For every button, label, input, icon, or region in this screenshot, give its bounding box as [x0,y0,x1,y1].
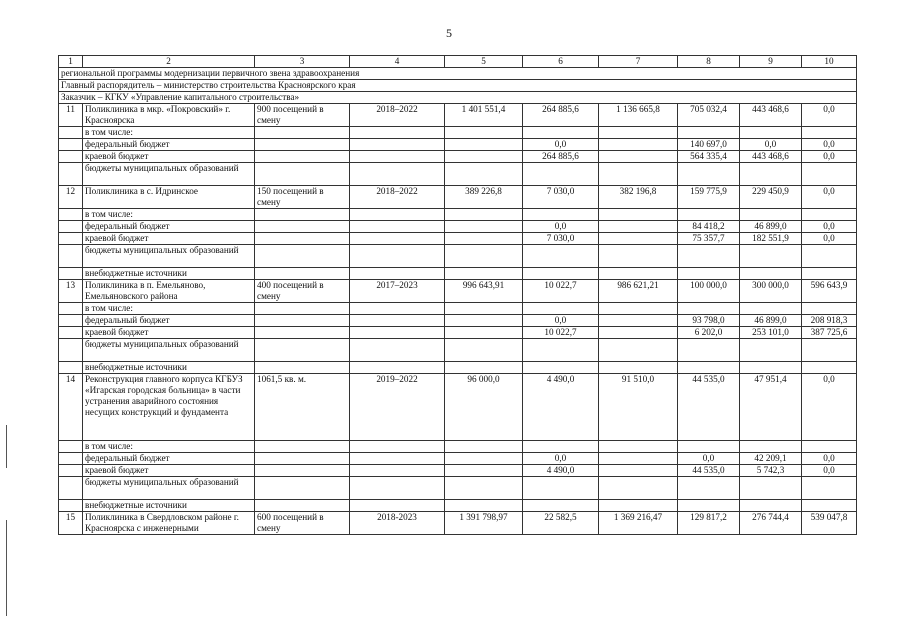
empty-cell [599,245,678,268]
object-period: 2018–2022 [350,104,445,127]
value-col9: 253 101,0 [740,327,802,339]
section-title: Заказчик – КГКУ «Управление капитального строительства» [59,92,857,104]
funding-source-row [59,500,857,512]
section-row [59,68,857,80]
empty-cell [350,441,445,453]
value-col9 [740,339,802,362]
total-cost: 389 226,8 [445,186,523,209]
funding-source-row [59,233,857,245]
object-capacity: 900 посещений в смену [255,104,350,127]
funding-source-row [59,139,857,151]
value-col6 [523,477,599,500]
value-col8 [678,441,740,453]
value-col10 [802,127,857,139]
object-period: 2017–2023 [350,280,445,303]
empty-cell [59,221,83,233]
value-col8: 159 775,9 [678,186,740,209]
empty-cell [255,362,350,374]
empty-cell [350,151,445,163]
empty-cell [350,245,445,268]
value-col8: 129 817,2 [678,512,740,535]
value-col8: 100 000,0 [678,280,740,303]
value-col8 [678,163,740,186]
empty-cell [255,209,350,221]
value-col10 [802,303,857,315]
empty-cell [255,339,350,362]
empty-cell [59,163,83,186]
empty-cell [59,233,83,245]
value-col8: 44 535,0 [678,374,740,441]
funding-source-row [59,477,857,500]
funding-source-row [59,453,857,465]
section-row [59,92,857,104]
value-col7: 382 196,8 [599,186,678,209]
value-col7: 1 136 665,8 [599,104,678,127]
empty-cell [255,441,350,453]
value-col8 [678,477,740,500]
empty-cell [599,221,678,233]
value-col9: 443 468,6 [740,104,802,127]
value-col10: 0,0 [802,139,857,151]
funding-source-row [59,127,857,139]
funding-source-label: федеральный бюджет [83,139,255,151]
row-number: 13 [59,280,83,303]
value-col10: 0,0 [802,104,857,127]
empty-cell [350,233,445,245]
header-cell-4: 4 [350,56,445,68]
object-period: 2019–2022 [350,374,445,441]
value-col10: 0,0 [802,465,857,477]
value-col6: 264 885,6 [523,151,599,163]
empty-cell [255,327,350,339]
value-col10 [802,362,857,374]
funding-source-row [59,465,857,477]
empty-cell [599,303,678,315]
header-cell-8: 8 [678,56,740,68]
empty-cell [350,268,445,280]
value-col8 [678,500,740,512]
empty-cell [59,245,83,268]
object-period: 2018–2022 [350,186,445,209]
row-number: 11 [59,104,83,127]
value-col7: 1 369 216,47 [599,512,678,535]
empty-cell [445,362,523,374]
empty-cell [59,303,83,315]
value-col10: 0,0 [802,453,857,465]
funding-source-row [59,441,857,453]
header-cell-7: 7 [599,56,678,68]
funding-source-label: в том числе: [83,441,255,453]
value-col6 [523,303,599,315]
empty-cell [350,453,445,465]
empty-cell [445,315,523,327]
value-col6: 7 030,0 [523,186,599,209]
value-col6 [523,209,599,221]
empty-cell [59,127,83,139]
funding-source-label: федеральный бюджет [83,221,255,233]
value-col6 [523,339,599,362]
value-col6: 4 490,0 [523,374,599,441]
empty-cell [350,139,445,151]
value-col9 [740,127,802,139]
empty-cell [350,362,445,374]
value-col9 [740,441,802,453]
value-col10 [802,268,857,280]
total-cost: 1 401 551,4 [445,104,523,127]
object-name: Поликлиника в Свердловском районе г. Красноярска с инженерными [83,512,255,535]
row-number: 12 [59,186,83,209]
empty-cell [255,315,350,327]
empty-cell [445,245,523,268]
value-col6: 0,0 [523,139,599,151]
value-col8: 140 697,0 [678,139,740,151]
value-col10 [802,245,857,268]
value-col9 [740,268,802,280]
value-col10 [802,500,857,512]
empty-cell [599,163,678,186]
value-col9: 276 744,4 [740,512,802,535]
value-col8 [678,127,740,139]
value-col10 [802,477,857,500]
empty-cell [445,477,523,500]
empty-cell [255,303,350,315]
empty-cell [599,441,678,453]
empty-cell [59,465,83,477]
empty-cell [59,477,83,500]
empty-cell [255,500,350,512]
value-col9: 42 209,1 [740,453,802,465]
funding-source-row [59,362,857,374]
value-col6 [523,441,599,453]
empty-cell [350,339,445,362]
value-col8 [678,245,740,268]
margin-mark-bottom [6,520,7,616]
value-col9 [740,500,802,512]
value-col10: 0,0 [802,233,857,245]
empty-cell [599,127,678,139]
empty-cell [255,453,350,465]
empty-cell [59,209,83,221]
header-cell-2: 2 [83,56,255,68]
empty-cell [445,221,523,233]
header-cell-1: 1 [59,56,83,68]
empty-cell [59,268,83,280]
funding-source-row [59,315,857,327]
empty-cell [255,477,350,500]
total-cost: 996 643,91 [445,280,523,303]
empty-cell [445,339,523,362]
funding-source-label: краевой бюджет [83,465,255,477]
funding-source-label: бюджеты муниципальных образований [83,477,255,500]
value-col8: 84 418,2 [678,221,740,233]
value-col8 [678,362,740,374]
funding-source-row [59,221,857,233]
header-cell-6: 6 [523,56,599,68]
section-title: региональной программы модернизации первичного звена здравоохранения [59,68,857,80]
value-col10: 0,0 [802,186,857,209]
row-number: 14 [59,374,83,441]
object-name: Поликлиника в мкр. «Покровский» г. Красноярска [83,104,255,127]
funding-source-row [59,209,857,221]
funding-source-label: в том числе: [83,209,255,221]
empty-cell [350,127,445,139]
funding-source-row [59,303,857,315]
value-col6: 10 022,7 [523,327,599,339]
value-col9: 182 551,9 [740,233,802,245]
empty-cell [59,339,83,362]
empty-cell [59,139,83,151]
empty-cell [255,221,350,233]
header-cell-10: 10 [802,56,857,68]
value-col6 [523,245,599,268]
value-col6: 0,0 [523,315,599,327]
empty-cell [350,465,445,477]
value-col10 [802,163,857,186]
value-col10 [802,339,857,362]
empty-cell [599,268,678,280]
empty-cell [599,339,678,362]
value-col10 [802,441,857,453]
empty-cell [445,163,523,186]
funding-source-row [59,268,857,280]
value-col8 [678,268,740,280]
object-row [59,280,857,303]
value-col9: 229 450,9 [740,186,802,209]
funding-source-label: федеральный бюджет [83,453,255,465]
empty-cell [599,315,678,327]
value-col6 [523,163,599,186]
value-col8 [678,209,740,221]
empty-cell [255,268,350,280]
value-col8 [678,303,740,315]
value-col7: 91 510,0 [599,374,678,441]
empty-cell [445,453,523,465]
empty-cell [350,477,445,500]
empty-cell [255,163,350,186]
object-row [59,512,857,535]
funding-source-row [59,163,857,186]
object-name: Реконструкция главного корпуса КГБУЗ «Игарская городская больница» в части устранения аварийного состояния несущих конструкций и фундамента [83,374,255,441]
empty-cell [255,127,350,139]
row-number: 15 [59,512,83,535]
funding-source-label: федеральный бюджет [83,315,255,327]
value-col10: 539 047,8 [802,512,857,535]
value-col6: 264 885,6 [523,104,599,127]
value-col8: 93 798,0 [678,315,740,327]
empty-cell [59,362,83,374]
value-col10: 387 725,6 [802,327,857,339]
object-capacity: 150 посещений в смену [255,186,350,209]
value-col8 [678,339,740,362]
value-col10: 596 643,9 [802,280,857,303]
funding-source-label: бюджеты муниципальных образований [83,163,255,186]
empty-cell [445,441,523,453]
value-col8: 705 032,4 [678,104,740,127]
funding-source-label: внебюджетные источники [83,362,255,374]
empty-cell [59,315,83,327]
empty-cell [599,139,678,151]
empty-cell [599,453,678,465]
value-col6 [523,127,599,139]
object-capacity: 400 посещений в смену [255,280,350,303]
funding-source-row [59,327,857,339]
object-capacity: 600 посещений в смену [255,512,350,535]
value-col9: 443 468,6 [740,151,802,163]
funding-source-label: в том числе: [83,303,255,315]
value-col6 [523,268,599,280]
funding-source-label: внебюджетные источники [83,500,255,512]
object-name: Поликлиника в с. Идринское [83,186,255,209]
header-row [59,56,857,68]
empty-cell [350,303,445,315]
header-cell-5: 5 [445,56,523,68]
empty-cell [59,453,83,465]
total-cost: 1 391 798,97 [445,512,523,535]
value-col6 [523,500,599,512]
value-col9: 46 899,0 [740,221,802,233]
empty-cell [445,151,523,163]
empty-cell [599,233,678,245]
value-col6 [523,362,599,374]
empty-cell [59,327,83,339]
object-capacity: 1061,5 кв. м. [255,374,350,441]
empty-cell [599,327,678,339]
value-col9 [740,477,802,500]
value-col9: 46 899,0 [740,315,802,327]
empty-cell [350,163,445,186]
empty-cell [445,500,523,512]
empty-cell [255,139,350,151]
object-row [59,374,857,441]
value-col10: 0,0 [802,374,857,441]
empty-cell [59,500,83,512]
margin-mark-top [6,425,7,468]
value-col9: 47 951,4 [740,374,802,441]
value-col9 [740,163,802,186]
empty-cell [350,327,445,339]
section-row [59,80,857,92]
empty-cell [445,233,523,245]
empty-cell [255,245,350,268]
funding-table [58,55,857,535]
value-col10: 0,0 [802,151,857,163]
value-col6: 4 490,0 [523,465,599,477]
object-row [59,186,857,209]
empty-cell [350,209,445,221]
header-cell-3: 3 [255,56,350,68]
empty-cell [599,209,678,221]
header-cell-9: 9 [740,56,802,68]
funding-source-label: краевой бюджет [83,327,255,339]
funding-source-row [59,245,857,268]
object-name: Поликлиника в п. Емельяново, Емельяновского района [83,280,255,303]
object-period: 2018-2023 [350,512,445,535]
funding-source-label: в том числе: [83,127,255,139]
value-col10 [802,209,857,221]
empty-cell [255,233,350,245]
value-col9: 0,0 [740,139,802,151]
value-col8: 0,0 [678,453,740,465]
empty-cell [445,303,523,315]
empty-cell [255,151,350,163]
value-col7: 986 621,21 [599,280,678,303]
funding-source-row [59,151,857,163]
object-row [59,104,857,127]
value-col8: 44 535,0 [678,465,740,477]
value-col8: 6 202,0 [678,327,740,339]
value-col10: 208 918,3 [802,315,857,327]
value-col9 [740,245,802,268]
empty-cell [445,139,523,151]
empty-cell [599,362,678,374]
funding-source-label: внебюджетные источники [83,268,255,280]
value-col6: 7 030,0 [523,233,599,245]
total-cost: 96 000,0 [445,374,523,441]
empty-cell [599,500,678,512]
empty-cell [350,221,445,233]
value-col8: 75 357,7 [678,233,740,245]
value-col9 [740,362,802,374]
page-number: 5 [446,26,452,40]
funding-source-label: краевой бюджет [83,151,255,163]
value-col6: 0,0 [523,453,599,465]
value-col9: 300 000,0 [740,280,802,303]
funding-source-row [59,339,857,362]
section-title: Главный распорядитель – министерство строительства Красноярского края [59,80,857,92]
value-col9 [740,303,802,315]
empty-cell [445,209,523,221]
funding-source-label: краевой бюджет [83,233,255,245]
empty-cell [445,465,523,477]
empty-cell [350,500,445,512]
value-col8: 564 335,4 [678,151,740,163]
empty-cell [445,327,523,339]
empty-cell [350,315,445,327]
empty-cell [599,151,678,163]
value-col9 [740,209,802,221]
value-col6: 22 582,5 [523,512,599,535]
empty-cell [59,441,83,453]
empty-cell [599,465,678,477]
value-col6: 10 022,7 [523,280,599,303]
empty-cell [599,477,678,500]
empty-cell [445,268,523,280]
empty-cell [255,465,350,477]
empty-cell [59,151,83,163]
empty-cell [445,127,523,139]
funding-source-label: бюджеты муниципальных образований [83,339,255,362]
value-col6: 0,0 [523,221,599,233]
value-col9: 5 742,3 [740,465,802,477]
value-col10: 0,0 [802,221,857,233]
funding-source-label: бюджеты муниципальных образований [83,245,255,268]
